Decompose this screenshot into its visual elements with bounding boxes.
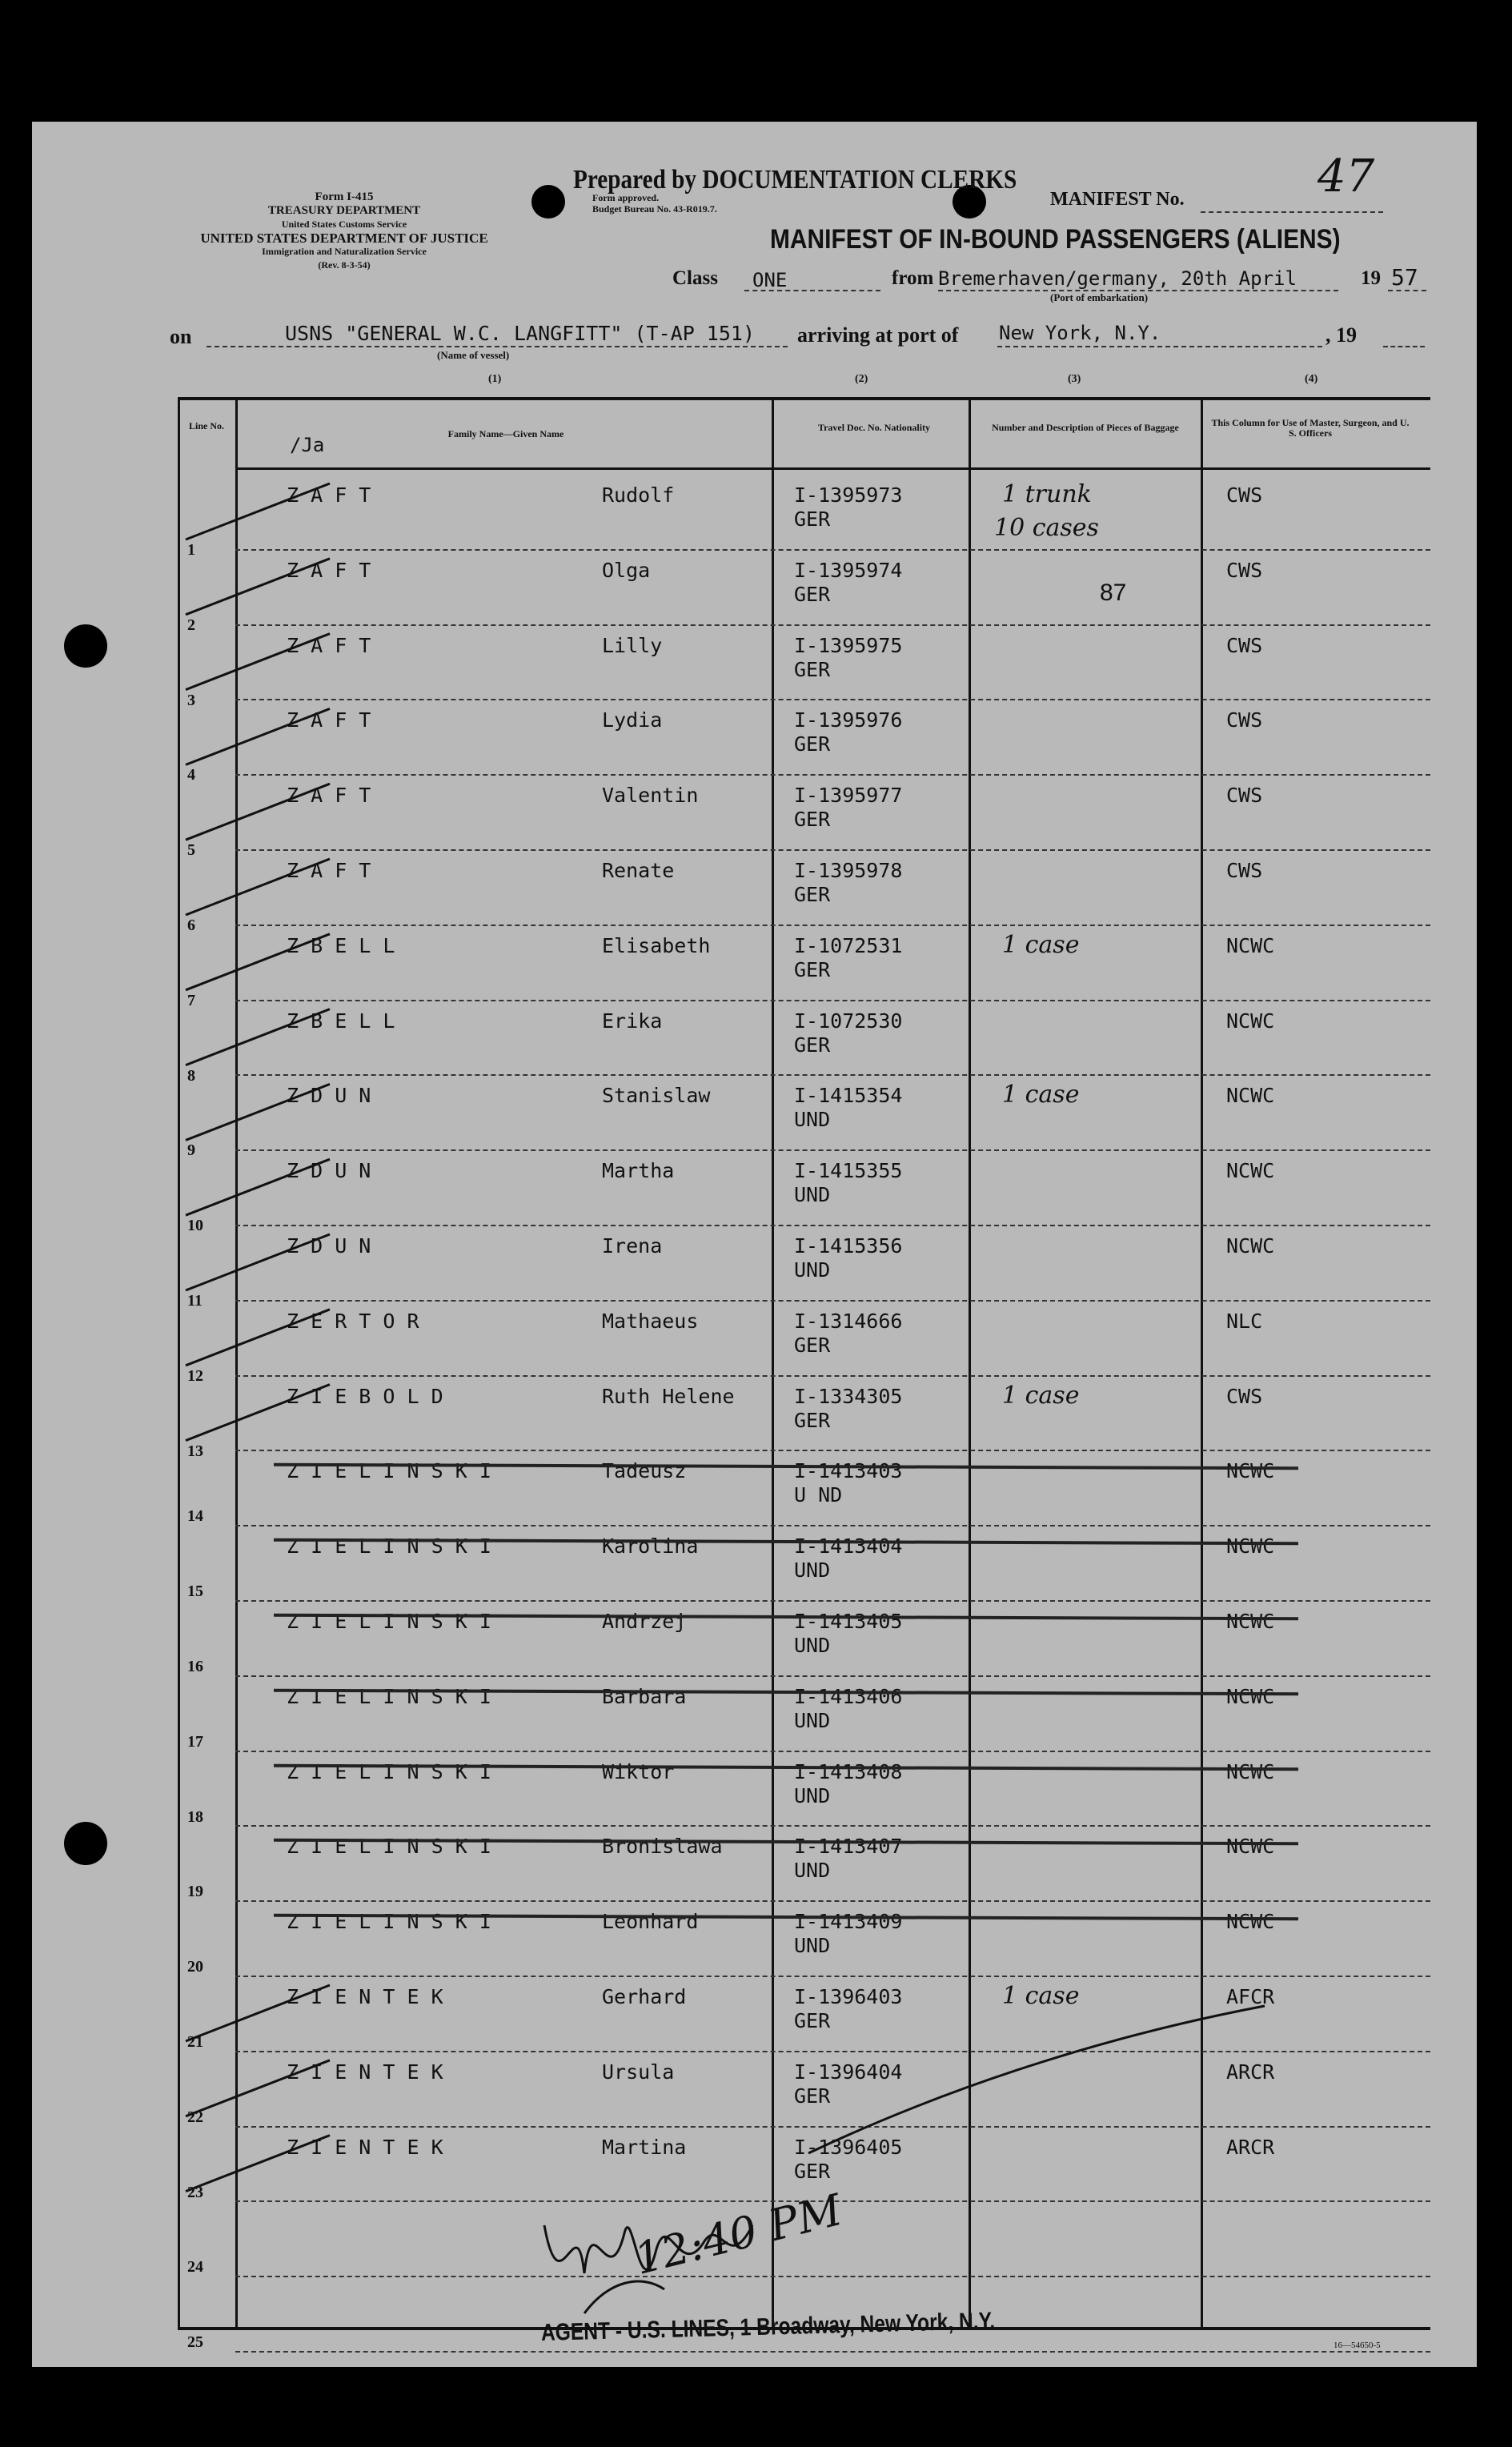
documentation-stamp: Prepared by DOCUMENTATION CLERKS (573, 165, 1017, 195)
line-number: 3 (187, 691, 195, 709)
travel-doc-number: I-1413409 (794, 1910, 903, 1934)
given-name: Lilly (602, 633, 663, 657)
given-name: Stanislaw (602, 1084, 711, 1108)
officer-code: NCWC (1226, 1835, 1275, 1859)
check-mark (186, 2136, 330, 2192)
travel-doc-number: I-1415355 (794, 1159, 903, 1183)
given-name: Leonhard (602, 1910, 699, 1934)
given-name: Martina (602, 2135, 687, 2159)
travel-doc-number: I-1314666 (794, 1309, 903, 1333)
travel-doc-number: I-1395976 (794, 708, 903, 732)
officer-code: NCWC (1226, 1084, 1275, 1108)
nationality: GER (794, 2159, 831, 2183)
check-mark (186, 934, 330, 990)
travel-doc-number: I-1395975 (794, 633, 903, 657)
check-mark (186, 2060, 330, 2116)
given-name: Rudolf (602, 483, 675, 507)
officer-code: NCWC (1226, 1684, 1275, 1708)
line-number: 7 (187, 991, 195, 1009)
line-number: 8 (187, 1066, 195, 1085)
baggage-description-2: 10 cases (994, 514, 1099, 542)
officer-code: NCWC (1226, 933, 1275, 957)
nationality: GER (794, 507, 831, 531)
given-name: Valentin (602, 784, 699, 808)
baggage-description: 1 case (1002, 1982, 1080, 2010)
travel-doc-number: I-1395974 (794, 558, 903, 582)
family-name: Z B E L L (287, 933, 395, 957)
nationality: UND (794, 1258, 831, 1282)
line-number: 19 (187, 1883, 203, 1901)
officer-code: AFCR (1226, 1985, 1275, 2008)
customs-service: United States Customs Service (281, 219, 407, 230)
line-number: 1 (187, 541, 195, 559)
nationality: UND (794, 1558, 831, 1583)
corner-mark: /Ja (290, 434, 325, 456)
arrival-port: New York, N.Y. (999, 322, 1161, 344)
header-baggage: Number and Description of Pieces of Baggage (992, 422, 1179, 433)
travel-doc-number: I-1415354 (794, 1084, 903, 1108)
line-number: 22 (187, 2108, 203, 2126)
line-number: 9 (187, 1141, 195, 1160)
nationality: GER (794, 657, 831, 681)
family-name: Z E R T O R (287, 1309, 419, 1333)
port-caption: (Port of embarkation) (1050, 291, 1149, 303)
given-name: Wiktor (602, 1759, 675, 1783)
line-number: 10 (187, 1217, 203, 1235)
officer-code: NCWC (1226, 1610, 1275, 1633)
given-name: Mathaeus (602, 1309, 699, 1333)
nationality: GER (794, 2009, 831, 2032)
line-number: 16 (187, 1658, 203, 1675)
officer-code: NCWC (1226, 1534, 1275, 1558)
travel-doc-number: I-1413404 (794, 1534, 903, 1558)
line-number: 14 (187, 1507, 203, 1526)
baggage-description: 1 case (1002, 930, 1080, 959)
nationality: GER (794, 732, 831, 756)
header-officers: This Column for Use of Master, Surgeon, and U. S. Officers (1211, 417, 1410, 439)
officer-code: NCWC (1226, 1910, 1275, 1934)
travel-doc-number: I-1415356 (794, 1234, 903, 1258)
travel-doc-number: I-1413405 (794, 1610, 903, 1633)
given-name: Irena (602, 1234, 663, 1258)
officer-code: CWS (1226, 1384, 1263, 1408)
family-name: Z I E L I N S K I (287, 1684, 491, 1708)
travel-doc-number: I-1413406 (794, 1684, 903, 1708)
given-name: Tadeusz (602, 1459, 687, 1483)
year-label: 19 (1361, 267, 1381, 289)
family-name: Z A F T (287, 633, 371, 657)
family-name: Z I E L I N S K I (287, 1610, 491, 1633)
vessel-caption: (Name of vessel) (437, 349, 510, 361)
line-number: 5 (187, 841, 195, 860)
travel-doc-number: I-1395973 (794, 483, 903, 507)
family-name: Z I E L I N S K I (287, 1459, 491, 1483)
check-mark (186, 708, 330, 764)
col-number-3: (3) (1068, 373, 1081, 385)
family-name: Z D U N (287, 1159, 371, 1183)
given-name: Bronislawa (602, 1835, 723, 1859)
line-number: 2 (187, 616, 195, 634)
travel-doc-number: I-1396404 (794, 2060, 903, 2084)
travel-doc-number: I-1413407 (794, 1835, 903, 1859)
col-number-1: (1) (488, 373, 502, 385)
vessel-name: USNS "GENERAL W.C. LANGFITT" (T-AP 151) (285, 322, 755, 345)
arriving-label: arriving at port of (797, 323, 959, 347)
travel-doc-number: I-1395978 (794, 859, 903, 882)
family-name: Z I E L I N S K I (287, 1835, 491, 1859)
officer-code: CWS (1226, 859, 1263, 882)
class-value: ONE (752, 269, 788, 291)
given-name: Karolina (602, 1534, 699, 1558)
class-label: Class (672, 267, 718, 289)
line-number: 15 (187, 1583, 203, 1601)
form-number: Form I-415 (315, 191, 374, 203)
check-mark (186, 634, 330, 690)
officer-code: CWS (1226, 558, 1263, 582)
given-name: Andrzej (602, 1610, 687, 1633)
check-mark (186, 1234, 330, 1290)
nationality: GER (794, 883, 831, 906)
family-name: Z A F T (287, 784, 371, 808)
given-name: Ruth Helene (602, 1384, 735, 1408)
check-mark (186, 1385, 330, 1441)
family-name: Z D U N (287, 1234, 371, 1258)
officer-code: CWS (1226, 483, 1263, 507)
line-number: 6 (187, 917, 195, 934)
travel-doc-number: I-1396403 (794, 1985, 903, 2008)
nationality: U ND (794, 1483, 843, 1507)
check-mark (186, 1084, 330, 1140)
line-number: 12 (187, 1366, 203, 1385)
given-name: Gerhard (602, 1985, 687, 2008)
nationality: UND (794, 1859, 831, 1883)
family-name: Z A F T (287, 558, 371, 582)
family-name: Z I E N T E K (287, 2135, 443, 2159)
officer-code: NCWC (1226, 1159, 1275, 1183)
given-name: Renate (602, 859, 675, 882)
manifest-title: MANIFEST OF IN-BOUND PASSENGERS (ALIENS) (770, 224, 1341, 255)
check-mark (186, 1159, 330, 1215)
travel-doc-number: I-1072530 (794, 1009, 903, 1033)
officer-code: CWS (1226, 708, 1263, 732)
line-number: 17 (187, 1732, 203, 1751)
travel-doc-number: I-1413408 (794, 1759, 903, 1783)
line-number: 20 (187, 1958, 203, 1976)
family-name: Z D U N (287, 1084, 371, 1108)
agent-stamp: AGENT - U.S. LINES, 1 Broadway, New York, N.Y. (540, 2308, 996, 2346)
print-code: 16—54650-5 (1334, 2341, 1381, 2350)
line-number: 13 (187, 1442, 203, 1460)
line-number: 23 (187, 2183, 203, 2201)
line-number: 18 (187, 1807, 203, 1826)
from-label: from (892, 267, 934, 289)
nationality: GER (794, 2084, 831, 2108)
treasury-dept: TREASURY DEPARTMENT (267, 204, 421, 217)
officer-code: NCWC (1226, 1009, 1275, 1033)
travel-doc-number: I-1396405 (794, 2135, 903, 2159)
nationality: GER (794, 582, 831, 606)
officer-code: NLC (1226, 1309, 1263, 1333)
manifest-label: MANIFEST No. (1050, 189, 1185, 210)
manifest-number: 47 (1317, 150, 1375, 203)
ins-service: Immigration and Naturalization Service (262, 246, 427, 257)
arrival-year-label: , 19 (1326, 323, 1357, 347)
baggage-description: 1 case (1002, 1081, 1080, 1109)
nationality: UND (794, 1183, 831, 1207)
col-number-4: (4) (1305, 373, 1318, 385)
officer-code: ARCR (1226, 2135, 1275, 2159)
nationality: GER (794, 1408, 831, 1432)
family-name: Z I E L I N S K I (287, 1759, 491, 1783)
officer-code: CWS (1226, 633, 1263, 657)
revision-date: (Rev. 8-3-54) (318, 259, 371, 271)
line-number: 25 (187, 2333, 203, 2352)
nationality: UND (794, 1634, 831, 1657)
year-value: 57 (1391, 264, 1418, 291)
embarkation-value: Bremerhaven/germany, 20th April (938, 267, 1297, 290)
family-name: Z I E L I N S K I (287, 1910, 491, 1934)
nationality: UND (794, 1934, 831, 1958)
travel-doc-number: I-1072531 (794, 933, 903, 957)
nationality: UND (794, 1708, 831, 1732)
justice-dept: UNITED STATES DEPARTMENT OF JUSTICE (200, 231, 488, 246)
baggage-description: 1 case (1002, 1381, 1080, 1410)
signature-time: 12:40 PM (629, 2184, 848, 2285)
given-name: Ursula (602, 2060, 675, 2084)
baggage-description: 87 (1100, 579, 1127, 606)
given-name: Martha (602, 1159, 675, 1183)
header-doc: Travel Doc. No. Nationality (817, 422, 931, 433)
check-mark (186, 859, 330, 915)
family-name: Z I E L I N S K I (287, 1534, 491, 1558)
given-name: Elisabeth (602, 933, 711, 957)
given-name: Olga (602, 558, 651, 582)
nationality: GER (794, 808, 831, 832)
check-mark (186, 784, 330, 840)
family-name: Z A F T (287, 483, 371, 507)
given-name: Lydia (602, 708, 663, 732)
col-number-2: (2) (855, 373, 868, 385)
nationality: GER (794, 957, 831, 981)
travel-doc-number: I-1334305 (794, 1384, 903, 1408)
on-label: on (170, 325, 192, 348)
nationality: GER (794, 1033, 831, 1057)
nationality: GER (794, 1333, 831, 1357)
nationality: UND (794, 1783, 831, 1807)
form-approved-line: Form approved. (592, 192, 660, 203)
check-mark (186, 1310, 330, 1366)
travel-doc-number: I-1413403 (794, 1459, 903, 1483)
family-name: Z A F T (287, 708, 371, 732)
header-line-no: Line No. (188, 420, 224, 431)
travel-doc-number: I-1395977 (794, 784, 903, 808)
family-name: Z B E L L (287, 1009, 395, 1033)
officer-code: NCWC (1226, 1459, 1275, 1483)
family-name: Z I E N T E K (287, 1985, 443, 2008)
check-mark (186, 483, 330, 540)
family-name: Z I E N T E K (287, 2060, 443, 2084)
diagonal-pen-stroke (808, 2006, 1265, 2153)
check-mark (186, 1009, 330, 1065)
family-name: Z A F T (287, 859, 371, 882)
check-mark (186, 1985, 330, 2041)
officer-code: CWS (1226, 784, 1263, 808)
line-number: 11 (187, 1292, 203, 1310)
baggage-description: 1 trunk (1002, 480, 1092, 508)
officer-code: ARCR (1226, 2060, 1275, 2084)
check-mark (186, 559, 330, 615)
given-name: Barbara (602, 1684, 687, 1708)
header-name: Family Name—Given Name (447, 428, 564, 439)
nationality: UND (794, 1108, 831, 1132)
line-number: 21 (187, 2033, 203, 2051)
officer-code: NCWC (1226, 1759, 1275, 1783)
line-number: 24 (187, 2258, 203, 2277)
budget-bureau-line: Budget Bureau No. 43-R019.7. (592, 203, 717, 215)
family-name: Z I E B O L D (287, 1384, 443, 1408)
given-name: Erika (602, 1009, 663, 1033)
line-number: 4 (187, 766, 195, 784)
officer-code: NCWC (1226, 1234, 1275, 1258)
